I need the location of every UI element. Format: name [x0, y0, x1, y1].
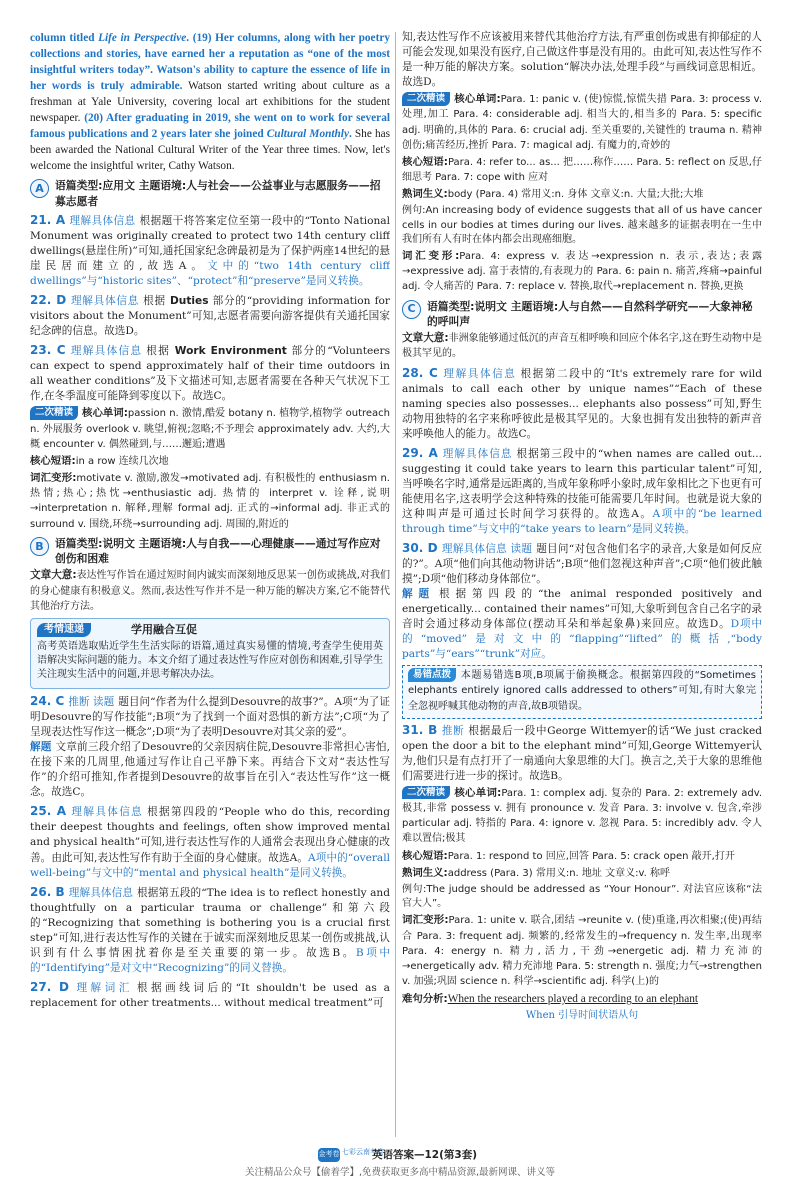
exam-info-title: 学用融合互促: [131, 623, 197, 637]
question-25: 25. A 理解具体信息 根据第四段的“People who do this, recording their deepest thoughts and feelings, often show improved mental and physical health”可知,进行表达性写作的人通常会表现出身心健康的改善。由此可知,表达性写作有助于全面的身心健康。故选A。A项中的“overall well-being”与文中的“mental and physical health”是同义转换。: [30, 804, 390, 879]
vocabulary-block-a: 二次精读 核心单词:passion n. 激情,酷爱 botany n. 植物学,植物学 outreach n. 外展服务 overlook v. 眺望,俯视;忽略;不予理会 approximately adv. 大约,大概 encounter v. 偶然碰到,与……邂逅;遭遇 核心短语:in a row 连续几次地 词汇变形:motivate v. 激励,激发→motivated adj. 有积极性的 enthusiasm n. 热情;热心;热忱→enthusiastic adj. 热情的 interpret v. 诠释,说明→interpretation n. 解释,理解 formal adj. 正式的→informal adj. 非正式的 surround v. 围绕,环绕→surrounding adj. 周围的,附近的: [30, 407, 390, 530]
exam-info-text: 高考英语选取贴近学生生活实际的语篇,通过真实易懂的情境,考查学生使用英语解决实际问题的能力。本文介绍了通过表达性写作应对创伤和困难,引导学生关注现实生活中的问题,并思考解决办法。: [37, 640, 383, 681]
publisher-logo-subtitle: 七彩云南考卷: [342, 1148, 384, 1156]
synonym-note: A项中的“overall well-being”与文中的“mental and physical health”是同义转换。: [30, 851, 390, 879]
question-27-continued: 知,表达性写作不应该被用来替代其他治疗方法,有严重创伤或患有抑郁症的人可能会发现,如果没有医疗,自己做这件事是没有用的。由此可知,表达性写作不是一种万能的解决方案。solution“解决办法,处理手段”与画线词意思相近。故选D。: [402, 31, 762, 89]
passage-excerpt: column titled Life in Perspective. (19) Her columns, along with her poetry collections and stories, have earned her a reputation as “one of the most insightful writers today”. Watson's ability to capture the essence of life in her words is truly admirable. Watson started writing about culture as a freshman at Yale University, covering local art exhibitions for the student newspaper. (20) After graduating in 2019, she went on to work for several famous publications and 2 years later she joined Cultural Monthly. She has been awarded the National Cultural Writer of the Year three times. Now, let's welcome the insightful writer, Cathy Watson.: [30, 32, 390, 173]
error-tip-box: 易错点拨 本题易错选B项,B项属于偷换概念。根据第四段的“Sometimes elephants entirely ignored calls addressed to others”可知,有时大象完全忽视呼喊其他动物的声音,故B项错误。: [402, 665, 762, 719]
exam-info-box: [30, 618, 390, 689]
question-26: 26. B 理解具体信息 根据第五段的“The idea is to reflect honestly and thoughtfully on a particular trauma or challenge”和第六段的“Recognizing that something is bothering you is a crucial first step”可知,进行表达性写作的关键在于诚实而深刻地反思某一创伤或挑战,认识到有什么事情困扰着你是至关重要的第一步。故选B。B项中的“Identifying”是对文中“Recognizing”的同义替换。: [30, 884, 390, 974]
question-28: 28. C 理解具体信息 根据第二段中的“It's extremely rare for wild animals to call each other by unique names”“Each of these naming species also possesses... elephants also possess”可知,野生动物用独特的名字来称呼彼此是极其罕见的。大象也拥有发出独特的新声音来呼唤他人的能力。故选C。: [402, 365, 762, 440]
section-b-title: 语篇类型:说明文 主题语境:人与自我——心理健康——通过写作应对创伤和困难: [55, 536, 381, 566]
page-footer: [0, 1146, 800, 1181]
publisher-logo: 金考卷: [318, 1148, 340, 1162]
second-reading-badge: 二次精读: [402, 786, 450, 799]
left-column: [30, 30, 390, 1148]
section-c-title: 语篇类型:说明文 主题语境:人与自然——自然科学研究——大象神秘的呼叫声: [427, 299, 753, 328]
answer-19-sentence: (19) Her columns, along with her poetry collections and stories, have earned her a reputation as “one of the most insightful writers today”. Watson's ability to capture the essence of life in her words is truly admirable.: [30, 32, 390, 93]
question-30: 30. D 理解具体信息 读题 题目问“对包含他们名字的录音,大象是如何反应的?”。A项“他们向其他动物讲话”;B项“他们忽视这种声音”;C项“他们彼此触摸”;D项“他们移动身体部位”。 解题 根据第四段的“the animal responded positively and energetically... contained their names”可知,大象听到包含自己名字的录音时会通过移动身体部位(摆动耳朵和举起象鼻)来回应。故选D。D项中的“moved”是对文中的“flapping”“lifted”的概括,“body parts”与“ears”“trunk”对应。: [402, 540, 762, 661]
section-a-header: [30, 178, 390, 209]
section-letter-badge: B: [30, 537, 49, 556]
vocabulary-block-c: 二次精读 核心单词:Para. 1: complex adj. 复杂的 Para. 2: extremely adv. 极其,非常 possess v. 拥有 pronounce v. 发音 Para. 3: involve v. 包含,牵涉 particular adj. 特指的 Para. 4: ignore v. 忽视 Para. 5: incredibly adv. 令人难以置信;极其 核心短语:Para. 1: respond to 回应,回答 Para. 5: crack open 敲开,打开 熟词生义:address (Para. 3) 常用义:n. 地址 文章义:v. 称呼 例句:The judge should be addressed as “Your Honour”. 对法官应该称“法官大人”。 词汇变形:Para. 1: unite v. 联合,团结 →reunite v. (使)重逢,再次相聚;(使)再结合 Para. 3: frequent adj. 频繁的,经常发生的→frequency n. 发生率,出现率 Para. 4: energy n. 精力,活力,干劲→energetic adj. 精力充沛的→energetically adv. 精力充沛地 Para. 5: strength n. 强度;力气→strengthen v. 加强;巩固 science n. 科学→scientific adj. 科学(上)的 难句分析:When the researchers played a recording to an elephant When 引导时间状语从句: [402, 786, 762, 1024]
question-27: 27. D 理解词汇 根据画线词后的“It shouldn't be used as a replacement for other treatments... without medical treatment”可: [30, 979, 390, 1009]
section-letter-badge: C: [402, 300, 421, 319]
section-c-header: [402, 299, 762, 330]
question-24: 24. C 推断 读题 题目问“作者为什么提到Desouvre的故事?”。A项“为了证明Desouvre的写作技能”;B项“为了找到一个面对恐惧的新方法”;C项“为了呈现表达性写作这一概念”;D项“为了表明Desouvre对其父亲的爱”。 解题 文章前三段介绍了Desouvre的父亲因病住院,Desouvre非常担心害怕,在接下来的几周里,他通过写作让自己平静下来。再结合下文对“表达性写作”的介绍可推知,作者提到Desouvre的故事旨在引入“表达性写作”这一概念。故选C。: [30, 694, 390, 799]
question-21: 21. A 理解具体信息 根据题干将答案定位至第一段中的“Tonto National Monument was originally created to protect two 14th century cliff dwellings(悬崖住所)”可知,通托国家纪念碑最初是为了保护两座14世纪的悬崖民居而建立的,故选A。文中的“two 14th century cliff dwellings”与“historic sites”、“protect”和“preserve”是同义转换。: [30, 212, 390, 288]
footer-watermark-note: 关注精品公众号【偷着学】,免费获取更多高中精品资源,最新网课、讲义等: [244, 1167, 556, 1178]
page-number: 英语答案—12(第3套): [372, 1149, 478, 1161]
difficult-sentence: When the researchers played a recording to an elephant: [447, 993, 699, 1006]
summary-b: 文章大意:表达性写作旨在通过短时间内诚实而深刻地反思某一创伤或挑战,对我们的身心健康有积极意义。然而,表达性写作并不是一种万能的解决方案,它不能替代其他治疗方法。: [30, 569, 390, 612]
synonym-note: B项中的“Identifying”是对文中“Recognizing”的同义替换。: [30, 946, 390, 974]
right-column: [402, 30, 762, 1148]
synonym-note: A项中的“be learned through time”与文中的“take years to learn”是同义转换。: [402, 507, 762, 535]
question-22: 22. D 理解具体信息 根据 Duties 部分的“providing information for visitors about the Monument”可知,志愿者需要向游客提供有关通托国家纪念碑的信息。故选D。: [30, 293, 390, 338]
question-31: 31. B 推断 根据最后一段中George Wittemyer的话“We just cracked open the door a bit to the elephant mind”可知,George Wittemyer认为,他们只是有点打开了一扇通向大象思维的大门。换言之,关于大象的思维他们需要进行进一步的探讨。故选B。: [402, 722, 762, 782]
vocabulary-block-b: 二次精读 核心单词:Para. 1: panic v. (使)惊慌,惊慌失措 Para. 3: process v. 处理,加工 Para. 4: considerable adj. 相当大的,相当多的 Para. 5: specific adj. 明确的,具体的 Para. 6: crucial adj. 至关重要的,关键性的 trauma n. 精神创伤;痛苦经历,挫折 Para. 7: magical adj. 有魔力的,奇妙的 核心短语:Para. 4: refer to... as... 把……称作…… Para. 5: reflect on 反思,仔细思考 Para. 7: cope with 应对 熟词生义:body (Para. 4) 常用义:n. 身体 文章义:n. 大量;大批;大堆 例句:An increasing body of evidence suggests that all of us have cancer cells in our bodies at times during our lives. 越来越多的证据表明在一生中我们所有人有时在体内都会出现癌细胞。 词汇变形:Para. 4: express v. 表达→expression n. 表示,表达;表露→expressive adj. 富于表情的,有表现力的 Para. 6: pain n. 痛苦,疼痛→painful adj. 令人痛苦的 Para. 7: replace v. 替换,取代→replacement n. 替换,更换: [402, 93, 762, 293]
question-29: 29. A 理解具体信息 根据第三段中的“when names are called out... suggesting it could take years to learn this particular talent”可知,当呼唤名字时,通常是远距离的,当成年象称呼小象时,成年象相比之下也更有可能使用名字,这表明学会这种特殊的技能可能需要几年时间。也就是说大象的这种叫声是可通过长时间学习获得的。故选A。A项中的“be learned through time”与文中的“take years to learn”是同义转换。: [402, 445, 762, 535]
question-23: 23. C 理解具体信息 根据 Work Environment 部分的“Volunteers can expect to spend approximately half of their time outdoors in all weather conditions”及下文描述可知,志愿者需要在各种天气状况下工作,在冬季温度可能降到零度以下。故选C。: [30, 343, 390, 403]
summary-c: 文章大意:非洲象能够通过低沉的声音互相呼唤和回应个体名字,这在野生动物中是极其罕见的。: [402, 332, 762, 360]
section-b-header: [30, 536, 390, 567]
second-reading-badge: 二次精读: [402, 92, 450, 105]
synonym-note: 文中的“two 14th century cliff dwellings”与“historic sites”、“protect”和“preserve”是同义转换。: [30, 260, 390, 288]
grammar-hint: When 引导时间状语从句: [525, 1010, 639, 1022]
section-a-title: 语篇类型:应用文 主题语境:人与社会——公益事业与志愿服务——招募志愿者: [55, 179, 381, 208]
column-divider: [395, 32, 396, 1137]
error-tip-badge: 易错点拨: [408, 668, 456, 681]
answer-20-sentence: (20) After graduating in 2019, she went on to work for several famous publications and 2 years later she joined: [30, 112, 390, 141]
synonym-note: D项中的“moved”是对文中的“flapping”“lifted”的概括,“body parts”与“ears”“trunk”对应。: [402, 618, 762, 661]
section-letter-badge: A: [30, 179, 49, 198]
exam-info-tag: 考情速递: [37, 623, 91, 637]
second-reading-badge: 二次精读: [30, 406, 78, 419]
